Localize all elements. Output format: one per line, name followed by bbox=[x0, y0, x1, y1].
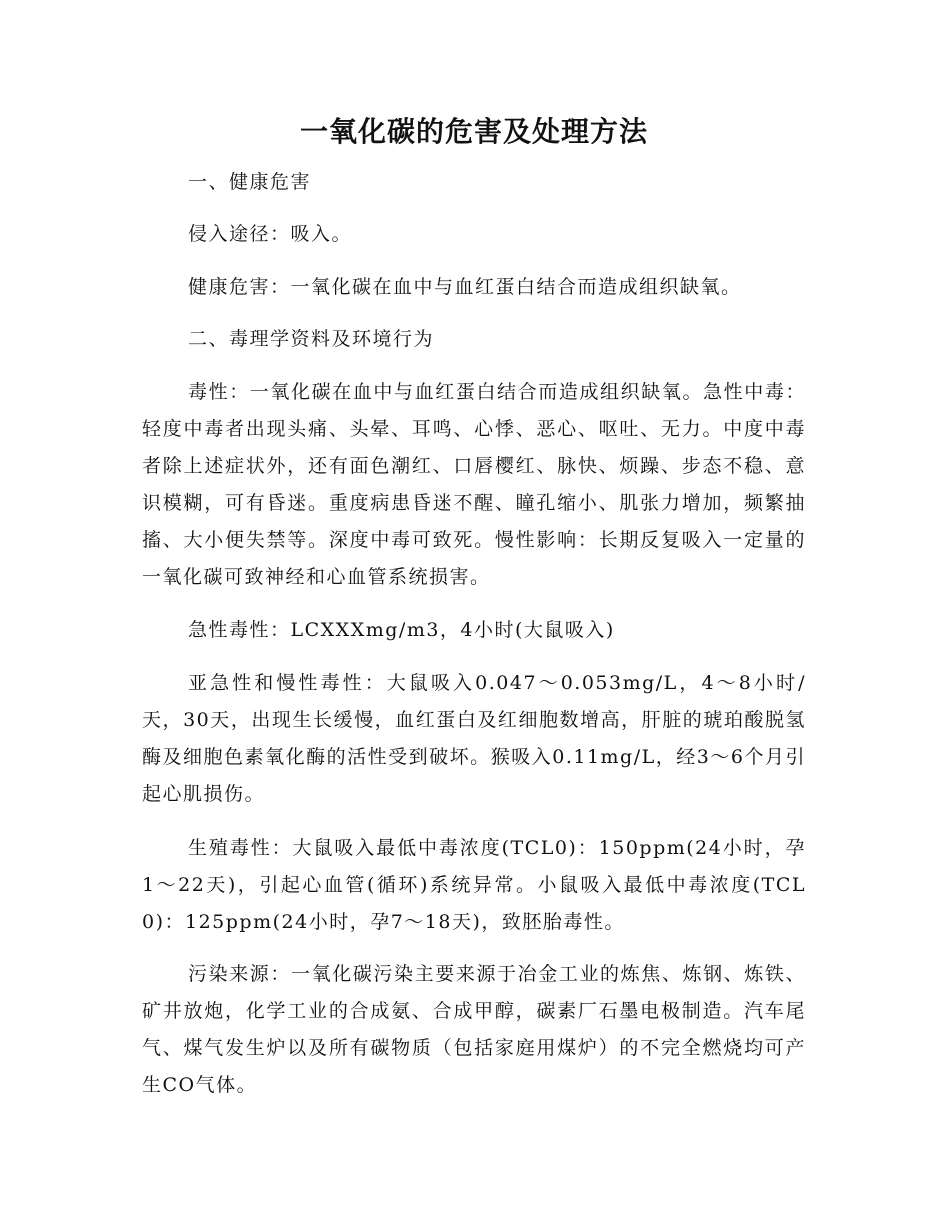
section-heading-health-hazards: 一、健康危害 bbox=[188, 171, 312, 193]
section-heading-toxicology: 二、毒理学资料及环境行为 bbox=[188, 328, 435, 350]
paragraph-acute-toxicity: 急性毒性：LCXXXmg/m3，4小时(大鼠吸入) bbox=[188, 619, 615, 641]
paragraph-reproductive-toxicity: 生殖毒性：大鼠吸入最低中毒浓度(TCL0)：150ppm(24小时，孕1～22天)，引起心血管(循环)系统异常。小鼠吸入最低中毒浓度(TCL0)：125ppm(24小时，孕7～18天)，致胚胎毒性。 bbox=[142, 837, 806, 933]
paragraph-exposure-route: 侵入途径：吸入。 bbox=[188, 223, 353, 245]
document-title: 一氧化碳的危害及处理方法 bbox=[299, 115, 648, 148]
paragraph-pollution-sources: 污染来源：一氧化碳污染主要来源于冶金工业的炼焦、炼钢、炼铁、矿井放炮，化学工业的合成氨、合成甲醇，碳素厂石墨电极制造。汽车尾气、煤气发生炉以及所有碳物质（包括家庭用煤炉）的不完全燃烧均可产生CO气体。 bbox=[142, 963, 806, 1096]
paragraph-health-hazard: 健康危害：一氧化碳在血中与血红蛋白结合而造成组织缺氧。 bbox=[188, 276, 742, 298]
paragraph-subacute-chronic-toxicity: 亚急性和慢性毒性：大鼠吸入0.047～0.053mg/L，4～8小时/天，30天，出现生长缓慢，血红蛋白及红细胞数增高，肝脏的琥珀酸脱氢酶及细胞色素氧化酶的活性受到破坏。猴吸入0.11mg/L，经3～6个月引起心肌损伤。 bbox=[142, 672, 806, 805]
paragraph-toxicity: 毒性：一氧化碳在血中与血红蛋白结合而造成组织缺氧。急性中毒：轻度中毒者出现头痛、头晕、耳鸣、心悸、恶心、呕吐、无力。中度中毒者除上述症状外，还有面色潮红、口唇樱红、脉快、烦躁、步态不稳、意识模糊，可有昏迷。重度病患昏迷不醒、瞳孔缩小、肌张力增加，频繁抽搐、大小便失禁等。深度中毒可致死。慢性影响：长期反复吸入一定量的一氧化碳可致神经和心血管系统损害。 bbox=[142, 381, 806, 588]
